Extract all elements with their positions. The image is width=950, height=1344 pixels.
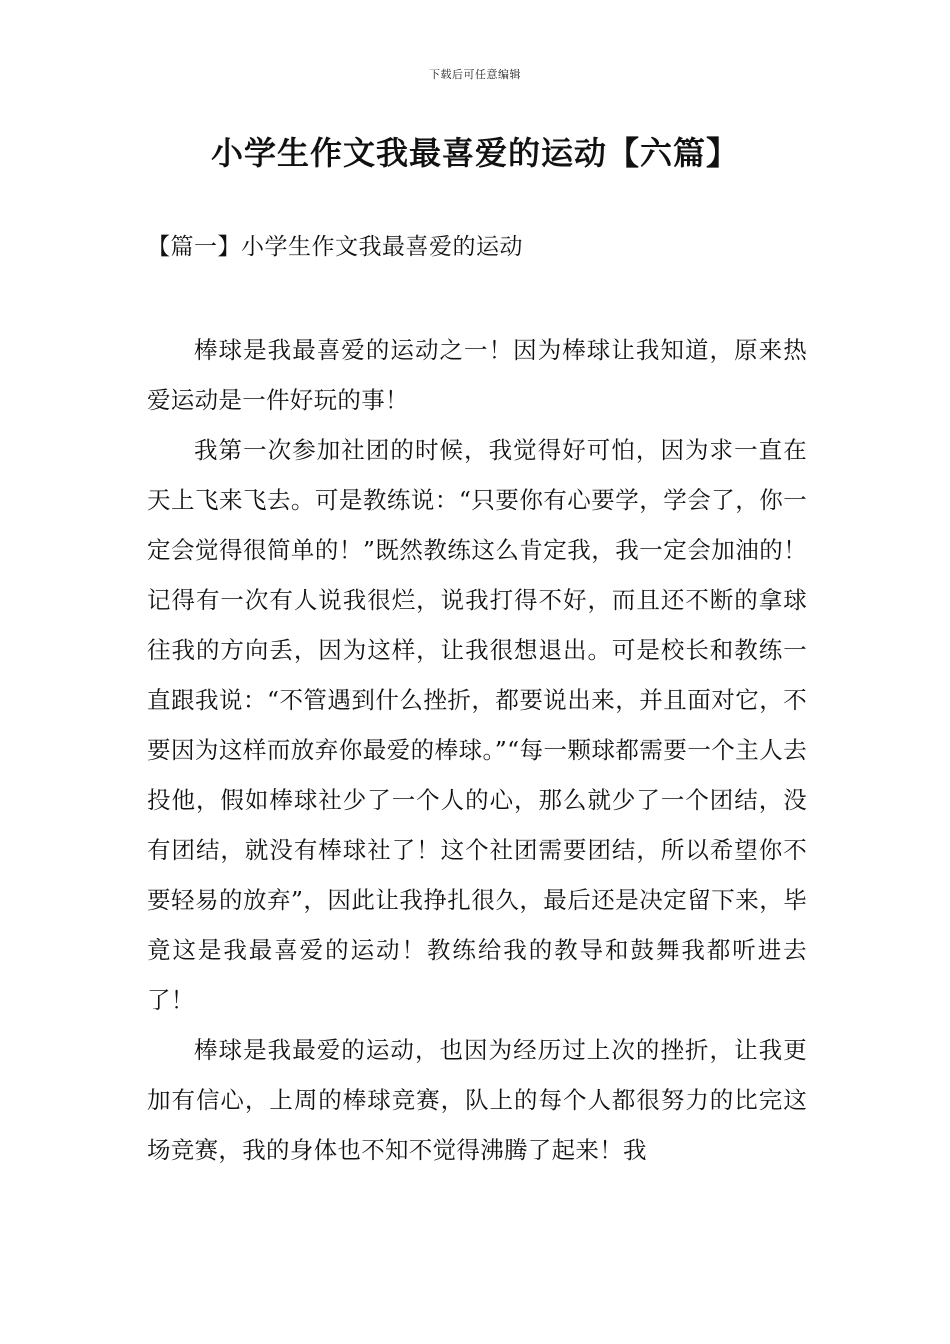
page-header-note: 下载后可任意编辑 xyxy=(429,68,521,81)
paragraph: 我第一次参加社团的时候，我觉得好可怕，因为求一直在天上飞来飞去。可是教练说：“只要你有心要学，学会了，你一定会觉得很简单的！”既然教练这么肯定我，我一定会加油的！记得有一次有人说我很烂，说我打得不好，而且还不断的拿球往我的方向丢，因为这样，让我很想退出。可是校长和教练一直跟我说：“不管遇到什么挫折，都要说出来，并且面对它，不要因为这样而放弃你最爱的棒球。”“每一颗球都需要一个主人去投他，假如棒球社少了一个人的心，那么就少了一个团结，没有团结，就没有棒球社了！这个社团需要团结，所以希望你不要轻易的放弃”，因此让我挣扎很久，最后还是决定留下来，毕竟这是我最喜爱的运动！教练给我的教导和鼓舞我都听进去了！ xyxy=(147,436,807,1014)
document-title: 小学生作文我最喜爱的运动【六篇】 xyxy=(210,134,739,172)
paragraph: 棒球是我最喜爱的运动之一！因为棒球让我知道，原来热爱运动是一件好玩的事！ xyxy=(147,336,807,414)
article-body xyxy=(147,325,807,1175)
section-heading: 【篇一】小学生作文我最喜爱的运动 xyxy=(147,234,523,260)
paragraph: 棒球是我最爱的运动，也因为经历过上次的挫折，让我更加有信心，上周的棒球竞赛，队上的每个人都很努力的比完这场竞赛，我的身体也不知不觉得沸腾了起来！我 xyxy=(147,1036,807,1164)
